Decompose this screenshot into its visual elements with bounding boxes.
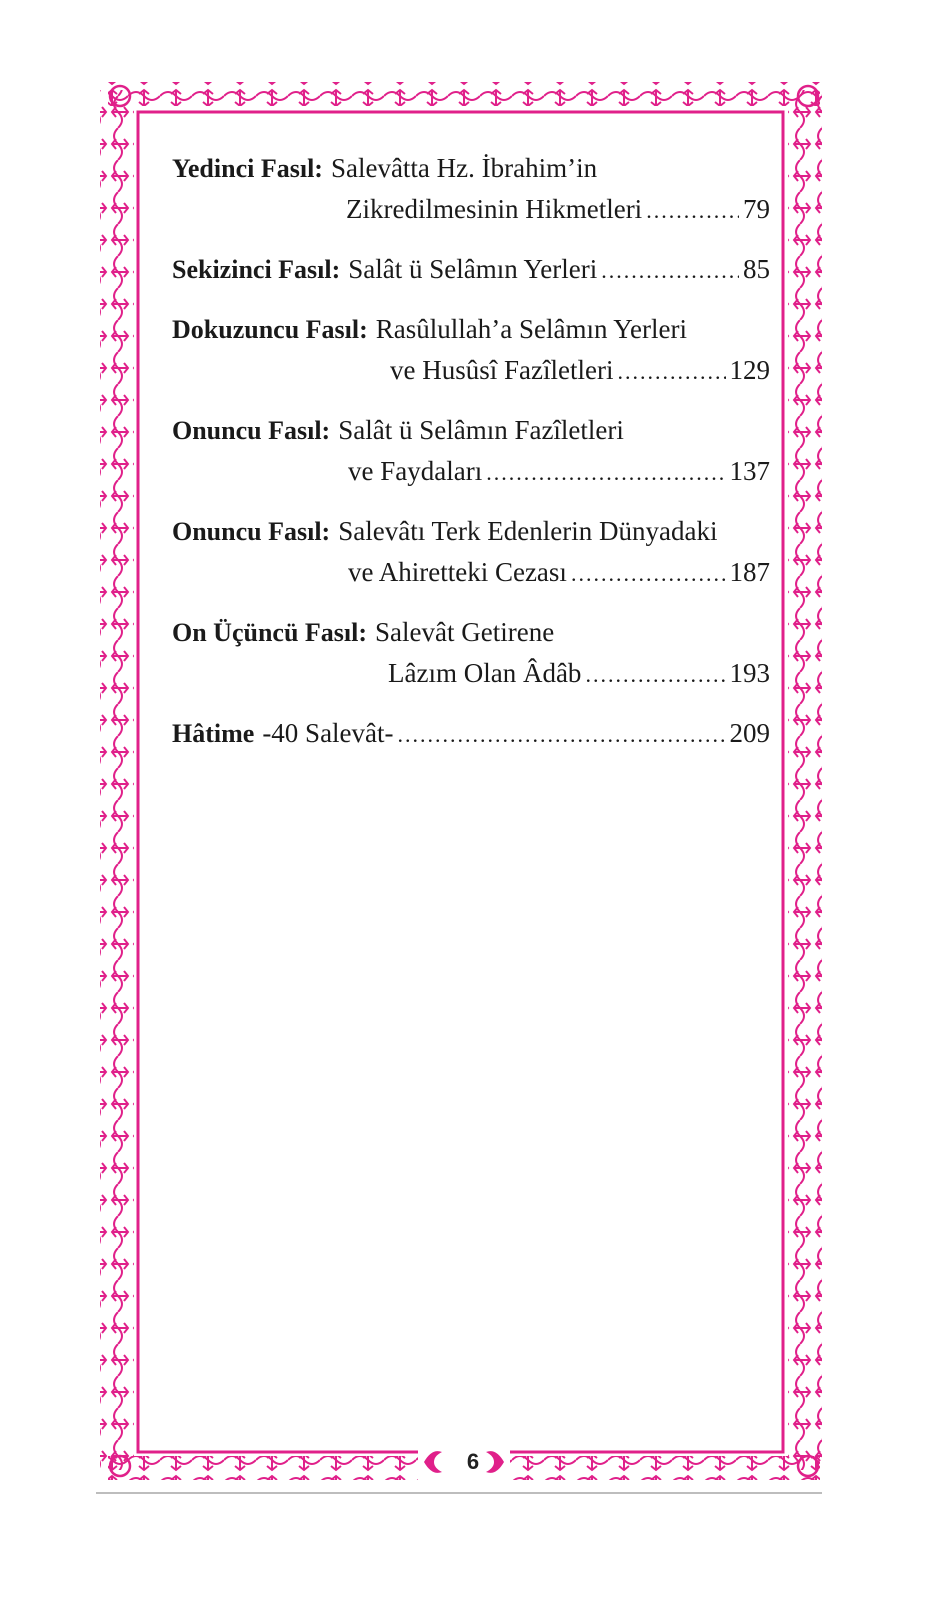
toc-leader xyxy=(646,191,739,231)
toc-leader xyxy=(601,251,739,291)
footer-rule xyxy=(96,1492,822,1494)
toc-title-line1: Salât ü Selâmın Yerleri xyxy=(348,254,598,284)
toc-page-number: 209 xyxy=(729,718,770,748)
toc-label: Yedinci Fasıl: xyxy=(172,154,323,183)
table-of-contents xyxy=(172,148,770,773)
toc-entry-yedinci xyxy=(172,148,770,231)
toc-leader xyxy=(398,715,726,755)
toc-page-number: 193 xyxy=(729,658,770,688)
toc-title-line1: Rasûlullah’a Selâmın Yerleri xyxy=(375,314,687,344)
toc-leader xyxy=(585,655,725,695)
toc-entry-on-ucuncu xyxy=(172,612,770,695)
page-number: 6 xyxy=(466,1449,480,1474)
toc-page-number: 187 xyxy=(729,557,770,587)
toc-title-line1: -40 Salevât- xyxy=(262,718,394,748)
toc-entry-onuncu-1 xyxy=(172,410,770,493)
toc-title-line2: Zikredilmesinin Hikmetleri xyxy=(346,194,643,224)
page-content xyxy=(140,118,805,1508)
toc-title-line2: ve Faydaları xyxy=(348,456,483,486)
toc-label: Onuncu Fasıl: xyxy=(172,416,331,445)
toc-leader xyxy=(571,554,726,594)
toc-title-line1: Salât ü Selâmın Fazîletleri xyxy=(338,415,624,445)
toc-label: Sekizinci Fasıl: xyxy=(172,255,341,284)
toc-label: Hâtime xyxy=(172,719,255,748)
toc-entry-onuncu-2 xyxy=(172,511,770,594)
toc-leader xyxy=(486,453,725,493)
toc-title-line2: Lâzım Olan Âdâb xyxy=(388,658,582,688)
toc-page-number: 85 xyxy=(743,254,770,284)
toc-entry-dokuzuncu xyxy=(172,309,770,392)
toc-title-line2: ve Ahiretteki Cezası xyxy=(348,557,567,587)
toc-entry-sekizinci xyxy=(172,249,770,291)
toc-title-line1: Salevâtı Terk Edenlerin Dünyadaki xyxy=(338,516,718,546)
toc-leader xyxy=(617,352,725,392)
toc-title-line1: Salevât Getirene xyxy=(375,617,555,647)
toc-page-number: 137 xyxy=(729,456,770,486)
toc-label: On Üçüncü Fasıl: xyxy=(172,618,368,647)
toc-entry-hatime xyxy=(172,713,770,755)
toc-page-number: 79 xyxy=(743,194,770,224)
toc-label: Dokuzuncu Fasıl: xyxy=(172,315,368,344)
toc-title-line2: ve Husûsî Fazîletleri xyxy=(390,355,614,385)
toc-title-line1: Salevâtta Hz. İbrahim’in xyxy=(330,153,598,183)
toc-page-number: 129 xyxy=(729,355,770,385)
toc-label: Onuncu Fasıl: xyxy=(172,517,331,546)
